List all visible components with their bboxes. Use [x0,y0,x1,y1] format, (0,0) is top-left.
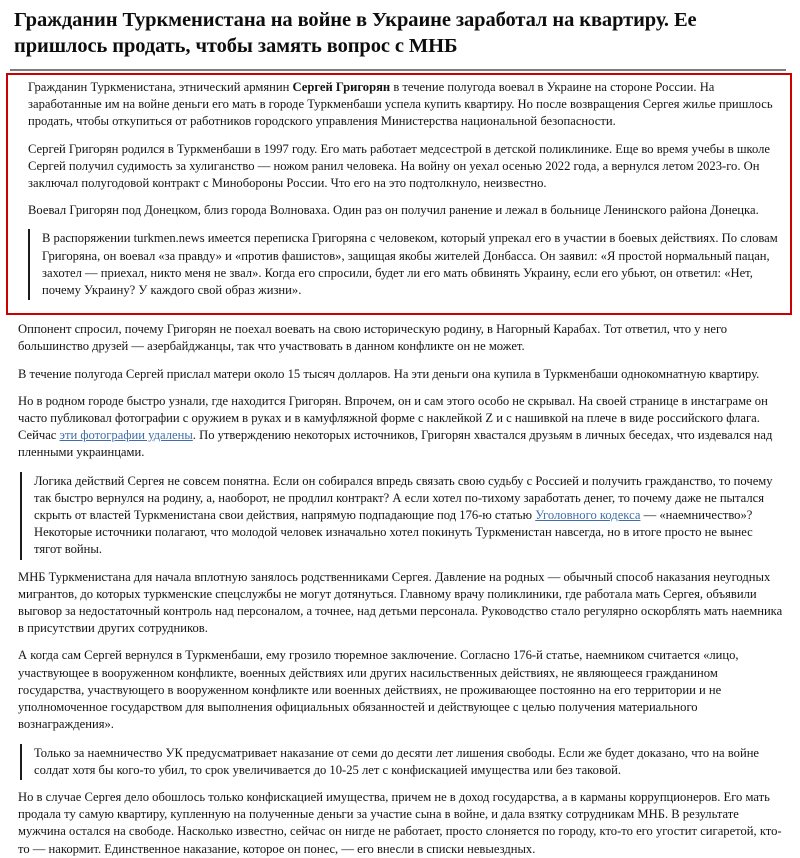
paragraph-intro [18,79,782,131]
blockquote-penalty [20,744,784,780]
article-main-text [6,315,792,857]
paragraph-segment-text: . По утверждению некоторых источников, Григорян хвастался друзьям в личных беседах, что издевался над пленными украинцами. [18,428,773,460]
blockquote-text: Только за наемничество УК предусматривает наказание от семи до десяти лет лишения свободы. Если же будет доказано, что на войне солдат хотя бы кого-то убил, то срок увеличивается до 10-25 лет с конфискацией имущества или без таковой. [34,745,760,777]
page-title: Гражданин Туркменистана на войне в Украине заработал на квартиру. Ее пришлось продать, чтобы замять вопрос с МНБ [14,9,697,57]
blockquote-text: В распоряжении turkmen.news имеется переписка Григоряна с человеком, который упрекал его в участии в боевых действиях. По словам Григоряна, он воевал «за правду» и «против фашистов», защищая якобы жителей Донбасса. Он заявил: «Я простой нормальный пацан, захотел — приехал, никто меня не звал». Когда его спросили, будет ли его мать обвинять Украину, если его убьют, он ответил: «Нет, почему Украину? У каждого свой образ жизни». [42,231,778,298]
paragraph-article-176: А когда сам Сергей вернулся в Туркменбаши, ему грозило тюремное заключение. Согласно 176-й статье, наемником считается «лицо, участвующее в вооруженном конфликте, военных действиях или других насильственных действиях, не являющееся гражданином государства, участвующего в вооруженном конфликте или военных действиях, не проживающее постоянно на его территории и не уполномоченное государством для выполнения официальных обязанностей и действующее с целью получения материального вознаграждения». [18,648,739,732]
paragraph-segment-text: в течение полугода воевал в Украине на стороне России. На заработанные им на войне деньги его мать в городе Туркменбаши успела купить квартиру. Но после возвращения Сергея жилье пришлось продать, чтобы откупиться от работников городского управления Министерства национальной безопасности. [28,80,773,129]
paragraph-karabakh: Оппонент спросил, почему Григорян не поехал воевать на свою историческую родину, в Нагорный Карабах. Тот ответил, что у него большинство друзей — азербайджанцы, так что участвовать в данном конфликте он не может. [18,322,728,354]
paragraph-instagram [6,393,792,462]
blockquote-logic [20,472,784,560]
title-divider [10,69,786,71]
paragraph-biography: Сергей Григорян родился в Туркменбаши в 1997 году. Его мать работает медсестрой в детской поликлинике. Еще во время учебы в школе Сергей получил судимость за хулиганство — ножом ранил человека. На войну он уехал осенью 2022 года, а вернулся летом 2023-го. Он заключал полугодовой контракт с Минобороны России. Что его на это подтолкнуло, неизвестно. [28,141,770,191]
person-name-bold: Сергей Григорян [292,80,391,94]
link-criminal-code[interactable]: Уголовного кодекса [535,508,641,523]
paragraph-mnb-pressure: МНБ Туркменистана для начала вплотную занялось родственниками Сергея. Давление на родных — обычный способ наказания неугодных мигрантов, до которых туркменские спецслужбы не могут дотянуться. Главному врачу поликлиники, где работала мать Сергея, объявили выговор за недостаточный контроль над персоналом, а точнее, над детьми персонала. Руководство стало регулярно оскорблять мать наемника в присутствии других сотрудников. [18,569,783,636]
blockquote-segment-text: — «наемничество»? Некоторые источники полагают, что молодой человек изначально хотел покинуть Туркменистан навсегда, но в итоге просто не вынес тягот войны. [34,508,753,557]
highlighted-excerpt [6,73,792,315]
paragraph-money: В течение полугода Сергей прислал матери около 15 тысяч долларов. На эти деньги она купила в Туркменбаши однокомнатную квартиру. [18,366,760,381]
paragraph-conclusion: Но в случае Сергея дело обошлось только конфискацией имущества, причем не в доход государства, а в карманы коррупционеров. Его мать продала ту самую квартиру, купленную на полученные деньги за участие сына в войне, и дала взятку сотрудникам МНБ. В результате мужчина остался на свободе. Насколько известно, сейчас он нигде не работает, просто слоняется по городу, кто-то его угостит сигаретой, кто-то — накормит. Единственное наказание, которое он понес, — его внесли в списки невыездных. [18,789,782,856]
blockquote-segment-text: Логика действий Сергея не совсем понятна. Если он собирался впредь связать свою судьбу с Россией и получить гражданство, то почему так быстро вернулся на родину, а, наоборот, не продлил контракт? А если хотел по-тихому заработать денег, то почему даже не пытался скрыть от властей Туркменистана свои действия, напрямую подпадающие под 176-ю статью [34,473,773,523]
link-deleted-photos[interactable]: эти фотографии удалены [59,428,193,443]
paragraph-segment-text: Гражданин Туркменистана, этнический армянин [28,80,293,94]
blockquote-correspondence [28,229,782,300]
article-body [0,73,800,858]
paragraph-segment-text: Но в родном городе быстро узнали, где находится Григорян. Впрочем, он и сам этого особо не скрывал. На своей странице в инстаграме он часто публиковал фотографии с оружием в руках и в камуфляжной форме с наклейкой Z и с нашивкой на плече в виде российского флага. Сейчас [18,393,768,443]
paragraph-donetsk: Воевал Григорян под Донецком, близ города Волноваха. Один раз он получил ранение и лежал в больнице Ленинского района Донецка. [28,203,759,218]
blockquote-text [34,473,782,559]
